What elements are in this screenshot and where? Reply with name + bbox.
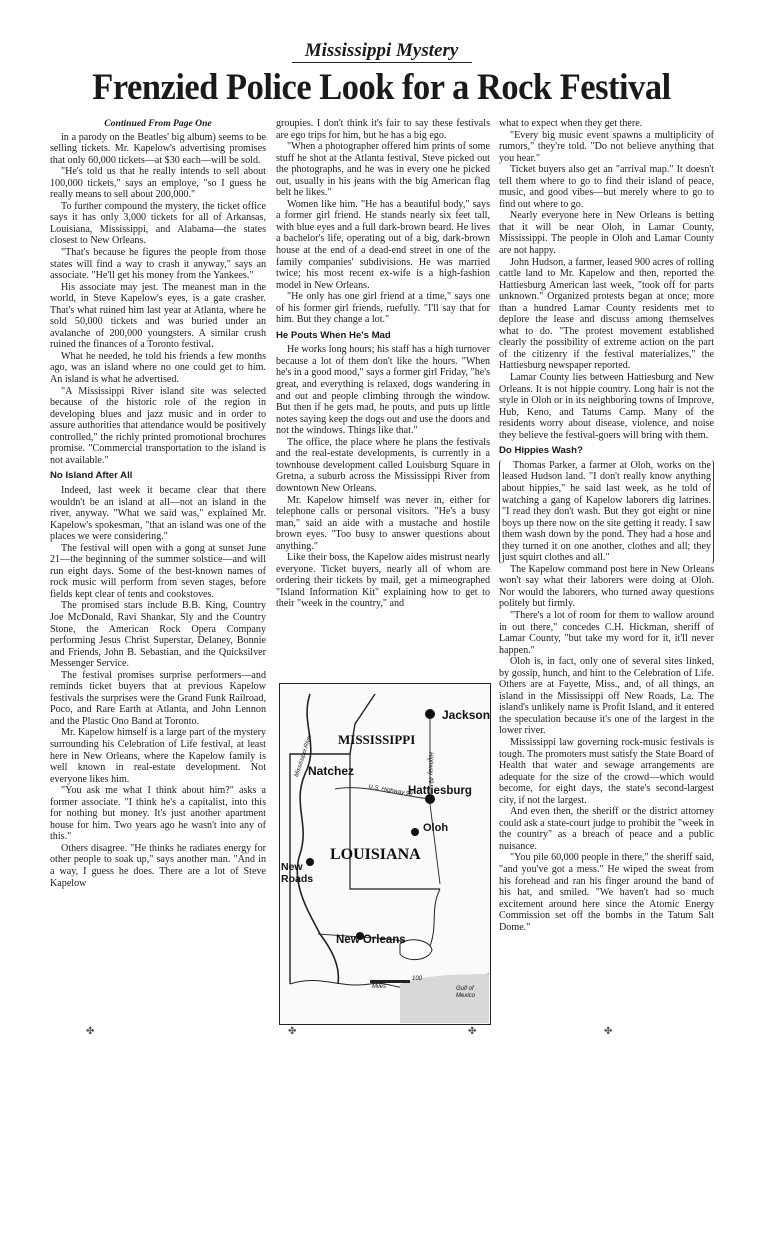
jackson-dot bbox=[425, 709, 435, 719]
article-paragraph: The festival will open with a gong at sunset June 21—the beginning of the summer solstice—and will run eight days. Some of the best-known names of rock music will perform from seven stages, before fields kept clear of tents and cookstoves. bbox=[50, 542, 266, 600]
crop-mark-1: ✤ bbox=[86, 1026, 95, 1037]
map-label-hattiesburg: Hattiesburg bbox=[408, 785, 472, 797]
map-label-new-orleans: New Orleans bbox=[336, 934, 406, 946]
map-label-new-roads: New Roads bbox=[281, 861, 314, 885]
article-paragraph: "When a photographer offered him prints of some stuff he shot at the Atlanta festival, Steve picked out the photographs, and he was in every one he picked out, usually in his jeans with the big American flag belt he likes." bbox=[276, 141, 490, 199]
map-label-hwy49: Highway 49 bbox=[427, 752, 433, 784]
article-paragraph: Oloh is, in fact, only one of several sites linked, by gossip, hunch, and hint to the Celebration of Life. Others are at Fayette, Miss., and, of all things, an island in the Mississippi off New Roads, La. The island's unlikely name is Profit Island, and it entered the speculation because it's one of the largest in the lower river. bbox=[499, 656, 714, 737]
article-paragraph: The office, the place where he plans the festivals and the real-estate developments, is currently in a townhouse development called Louisburg Square in Gretna, a suburb across the Mississippi River from downtown New Orleans. bbox=[276, 436, 490, 494]
continued-line: Continued From Page One bbox=[104, 118, 212, 129]
kicker-rule bbox=[292, 62, 472, 63]
article-paragraph: "He only has one girl friend at a time," says one of his former girl friends, ruefully. "I'll say that for him. But they change a lot." bbox=[276, 291, 490, 326]
boxed-paragraph: Thomas Parker, a farmer at Oloh, works on the leased Hudson land. "I don't really know anything about hippies," he said last week, as he told of watching a gang of Kapelow laborers dig latrines. "I read they don't wash. But they got eight or nine boys up there now on the site getting it ready. I saw them wash down by the pond. They had a hose and they turned it on one another, clothes and all; they just squirt clothes and all." bbox=[499, 460, 714, 564]
article-paragraph: in a parody on the Beatles' big album) seems to be selling tickets. Mr. Kapelow's advertising promises that only 60,000 tickets—at $30 each—will be sold. bbox=[50, 131, 266, 166]
article-paragraph: Lamar County lies between Hattiesburg and New Orleans. It is not hippie country. Long hair is not the style in Oloh or in its neighboring towns of Improve, Hub, Keno, and Tatums Camp. Many of the residents worry about disease, violence, and noise they believe the festival-goers will bring with them. bbox=[499, 372, 714, 441]
article-paragraph: The promised stars include B.B. King, Country Joe McDonald, Ravi Shankar, Sly and the Country Stone, the American Rock Opera Company performing Jesus Christ Superstar, Delaney, Bonnie and Friends, John B. Sebastian, and the Quicksilver Messenger Service. bbox=[50, 600, 266, 670]
article-paragraph: "Every big music event spawns a multiplicity of rumors," they're told. "Do not believe anything that you hear." bbox=[499, 129, 714, 164]
article-paragraph: John Hudson, a farmer, leased 900 acres of rolling cattle land to Mr. Kapelow and then, reported the Hattiesburg American last week, "took off for parts unknown." Organized protests began at once; more than a hundred Lamar County residents met to deplore the lease and discuss among themselves what to do. "The protest movement established clearly the possibility of extreme action on the part of the citizenry if the festival materializes," the Hattiesburg newspaper reported. bbox=[499, 256, 714, 372]
article-column-1 bbox=[50, 118, 266, 889]
article-paragraph: The Kapelow command post here in New Orleans won't say what their laborers were doing at Oloh. Nor would the laborers, who turned away questions politely but firmly. bbox=[499, 563, 714, 610]
article-column-2 bbox=[276, 118, 490, 610]
article-paragraph: "You ask me what I think about him?" asks a former associate. "I think he's a capitalist, into this for nothing but money. It's just another apartment house for him. Two years ago he wasn't into any of this." bbox=[50, 785, 266, 843]
article-column-3 bbox=[499, 118, 714, 933]
section-subhead: Do Hippies Wash? bbox=[499, 445, 583, 457]
article-paragraph: His associate may jest. The meanest man in the world, in Steve Kapelow's eyes, is a gate crasher. That's what ruined him last year at Atlanta, where he sold 50,000 tickets and was buried under an avalanche of 200,000 youngsters. A similar crush ruined the finances of a Toronto festival. bbox=[50, 281, 266, 351]
crop-mark-4: ✤ bbox=[604, 1026, 613, 1037]
section-subhead: No Island After All bbox=[50, 470, 133, 482]
article-paragraph: Nearly everyone here in New Orleans is betting that it will be near Oloh, in Lamar County, Mississippi. The people in Oloh and Lamar County are not happy. bbox=[499, 210, 714, 257]
crop-mark-3: ✤ bbox=[468, 1026, 477, 1037]
article-paragraph: "There's a lot of room for them to wallow around in out there," concedes C.H. Hickman, sheriff of Lamar County, "but take my word for it, it'll never happen." bbox=[499, 609, 714, 656]
map-label-miles: Miles bbox=[372, 984, 387, 990]
article-paragraph: "A Mississippi River island site was selected because of the historic role of the region in developing blues and jazz music and in order to assure authorities that attendance would be positively controlled," the richly printed promotional brochures promise. "Commercial transportation to the island is not available." bbox=[50, 385, 266, 466]
region-map bbox=[279, 683, 491, 1025]
article-paragraph: what to expect when they get there. bbox=[499, 118, 643, 129]
article-paragraph: Indeed, last week it became clear that there wouldn't be an island at all—not an island in the river, anyway. "What we said was," explained Mr. Kapelow's spokesman, "that an island was one of the places we were considering." bbox=[50, 484, 266, 543]
map-label-gulf: Gulf of Mexico bbox=[456, 986, 476, 999]
map-label-oloh: Oloh bbox=[423, 822, 449, 834]
article-paragraph: Mr. Kapelow himself was never in, either for telephone calls or personal visitors. "He's a busy man," said an aide with a mustache and hostile brown eyes. "Too busy to answer questions about anything." bbox=[276, 494, 490, 552]
article-paragraph: Women like him. "He has a beautiful body," says a former girl friend. He stands nearly six feet tall, with blue eyes and a full dark-brown beard. He lives a bachelor's life, operating out of a big, dark-brown house at the end of a dead-end street in one of the family companies' subdivisions. He was married twice; his most recent ex-wife is a high-fashion model in New Orleans. bbox=[276, 198, 490, 291]
article-paragraph: "You pile 60,000 people in there," the sheriff said, "and you've got a mess." He wiped the sweat from his forehead and ran his finger around the band of his hat, and smiled. "We haven't had so much excitement around here since the Atomic Energy Commission set off the bombs in the Tatum Salt Dome." bbox=[499, 852, 714, 933]
article-paragraph: "He's told us that he really intends to sell about 100,000 tickets," says an employe, "so I guess he really means to sell about 200,000." bbox=[50, 166, 266, 201]
article-paragraph: Others disagree. "He thinks he radiates energy for other people to soak up," says another man. "And in a way, I guess he does. There are a lot of Steve Kapelow bbox=[50, 842, 266, 889]
article-paragraph: The festival promises surprise performers—and reminds ticket buyers that at previous Kapelow festivals the surprises were the Grand Funk Railroad, Poco, and Rare Earth at Atlanta, and John Lennon and the Plastic Ono Band at Toronto. bbox=[50, 669, 266, 727]
article-paragraph: "That's because he figures the people from those states will find a way to crash it anyway," says an associate. "He'll get his money from the Yankees." bbox=[50, 247, 266, 282]
article-paragraph: groupies. I don't think it's fair to say these festivals are ego trips for him, but he has a big ego. bbox=[276, 118, 490, 141]
map-label-jackson: Jackson bbox=[442, 708, 491, 722]
map-label-natchez: Natchez bbox=[308, 764, 355, 778]
article-paragraph: He works long hours; his staff has a high turnover because a lot of them don't like the hours. "When he's in a good mood," says a former girl Friday, "he's great, and everything is relaxed, dogs wandering in and out and people climbing through the window. But then if he gets mad, he pouts, and puts up little notes saying keep the dogs out and use the doors and not the windows. Things like that." bbox=[276, 344, 490, 437]
article-paragraph: To further compound the mystery, the ticket office says it has only 3,000 tickets for all of Arkansas, Louisiana, Mississippi, and Alabama—the states closest to New Orleans. bbox=[50, 200, 266, 247]
map-label-scale: 100 bbox=[412, 976, 423, 982]
section-subhead: He Pouts When He's Mad bbox=[276, 329, 391, 341]
oloh-dot bbox=[411, 828, 419, 836]
map-label-highway: U.S. Highway 98 bbox=[367, 784, 413, 798]
article-paragraph: Mr. Kapelow himself is a large part of the mystery surrounding his Celebration of Life festival, at least here in New Orleans, where the Kapelow family is well known in real-estate development. Not everyone likes him. bbox=[50, 727, 266, 785]
article-paragraph: Mississippi law governing rock-music festivals is tough. The promoters must satisfy the State Board of Health that water and sewage arrangements are adequate for the size of the crowd—which would become, for eight days, the state's second-largest city, if not the largest. bbox=[499, 736, 714, 806]
headline: Frenzied Police Look for a Rock Festival bbox=[92, 67, 671, 108]
map-label-river: Mississippi River bbox=[294, 733, 314, 778]
article-paragraph: Like their boss, the Kapelow aides mistrust nearly everyone. Ticket buyers, nearly all of whom are ordering their tickets by mail, get a mimeographed "Island Information Kit" explaining how to get to their "week in the country," and bbox=[276, 552, 490, 610]
article-paragraph: What he needed, he told his friends a few months ago, was an island where no one could get to him. An island is what he advertised. bbox=[50, 350, 266, 386]
map-label-mississippi: MISSISSIPPI bbox=[338, 732, 416, 747]
article-paragraph: Ticket buyers also get an "arrival map." It doesn't tell them where to go to find their island of peace, music, and good vibes—but merely where to go to find out where to go. bbox=[499, 164, 714, 210]
kicker-title: Mississippi Mystery bbox=[304, 40, 459, 61]
crop-mark-2: ✤ bbox=[288, 1026, 297, 1037]
article-paragraph: And even then, the sheriff or the district attorney could ask a state-court judge to prohibit the "week in the country" as a breach of peace and a public nuisance. bbox=[499, 806, 714, 852]
map-label-louisiana: LOUISIANA bbox=[330, 846, 421, 863]
